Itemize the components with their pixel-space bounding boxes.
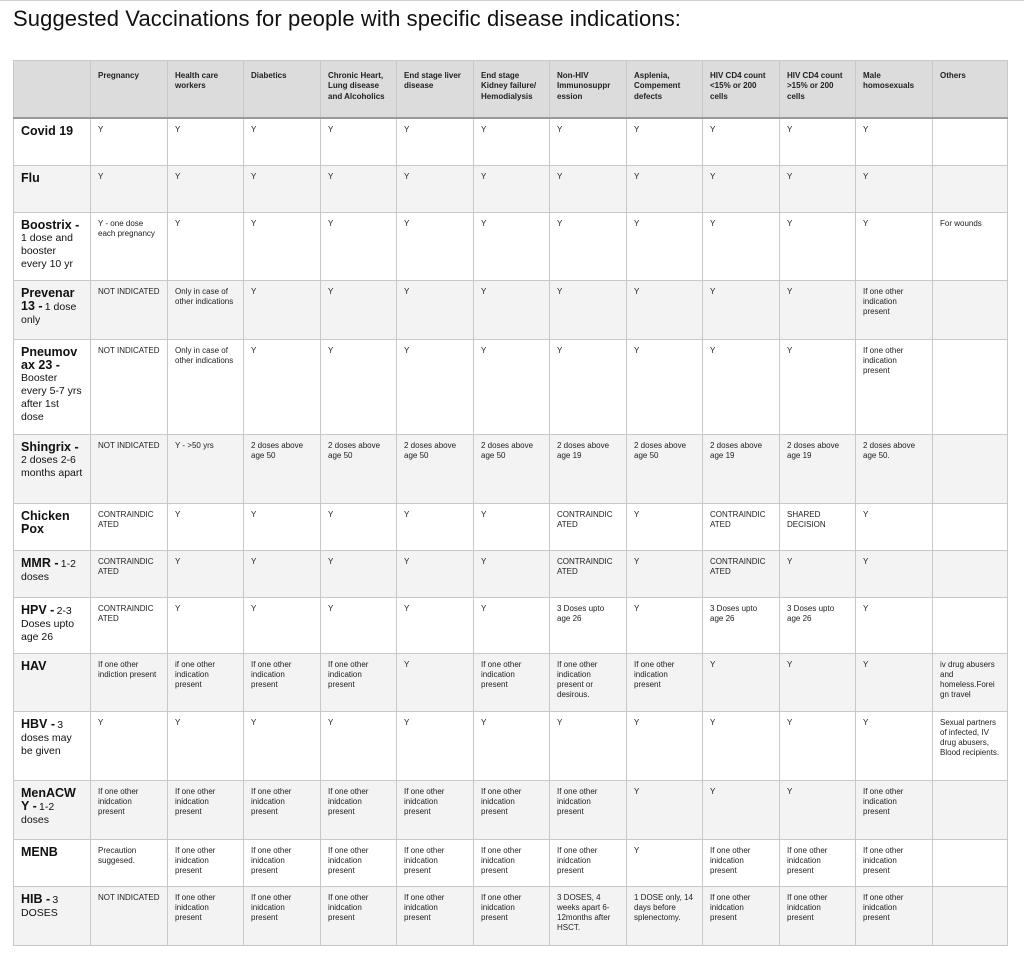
recommendation-cell: Y — [321, 550, 397, 597]
column-header: Pregnancy — [91, 61, 168, 119]
recommendation-cell: Y — [397, 339, 474, 434]
table-row — [14, 780, 1008, 839]
recommendation-cell: If one other inidcation present — [244, 839, 321, 886]
table-row — [14, 165, 1008, 212]
vaccine-dosing-note: 1-2 doses — [21, 800, 55, 826]
recommendation-cell: Y — [627, 118, 703, 165]
vaccine-name: Covid 19 — [21, 124, 74, 138]
recommendation-cell: If one other inidcation present — [397, 839, 474, 886]
recommendation-cell: If one other inidcation present — [91, 780, 168, 839]
recommendation-cell: Y — [474, 711, 550, 780]
vaccine-dosing-note: 1-2 doses — [21, 557, 76, 583]
table-row — [14, 550, 1008, 597]
recommendation-cell: iv drug abusers and homeless.Forei gn travel — [933, 653, 1008, 711]
column-header: Others — [933, 61, 1008, 119]
column-header: Chronic Heart, Lung disease and Alcoholics — [321, 61, 397, 119]
vaccine-name: HPV - — [21, 602, 55, 617]
recommendation-cell: Y — [397, 503, 474, 550]
recommendation-cell: If one other indication present or desirous. — [550, 653, 627, 711]
vaccine-name-cell — [14, 339, 91, 434]
recommendation-cell — [933, 780, 1008, 839]
vaccine-name-cell — [14, 280, 91, 339]
recommendation-cell: 2 doses above age 19 — [703, 434, 780, 503]
recommendation-cell: Y — [244, 503, 321, 550]
recommendation-cell: If one other inidcation present — [474, 780, 550, 839]
recommendation-cell: Y — [856, 165, 933, 212]
recommendation-cell: Y — [780, 280, 856, 339]
recommendation-cell: Y — [244, 212, 321, 280]
recommendation-cell: 2 doses above age 50 — [244, 434, 321, 503]
recommendation-cell: Y — [321, 165, 397, 212]
recommendation-cell — [933, 503, 1008, 550]
recommendation-cell: If one other inidcation present — [397, 780, 474, 839]
recommendation-cell: Y — [550, 118, 627, 165]
recommendation-cell: If one other indication present — [474, 653, 550, 711]
recommendation-cell: Y — [627, 339, 703, 434]
recommendation-cell: Y — [474, 550, 550, 597]
column-header: Non-HIV Immunosuppr ession — [550, 61, 627, 119]
recommendation-cell: 2 doses above age 50 — [321, 434, 397, 503]
vaccine-name-cell — [14, 503, 91, 550]
recommendation-cell: If one other inidcation present — [168, 780, 244, 839]
vaccine-name: Shingrix - — [21, 439, 79, 454]
recommendation-cell: If one other inidcation present — [856, 886, 933, 945]
recommendation-cell: If one other indication present — [627, 653, 703, 711]
table-row — [14, 886, 1008, 945]
recommendation-cell: If one other inidcation present — [397, 886, 474, 945]
recommendation-cell: Y — [856, 711, 933, 780]
vaccination-table — [13, 60, 1008, 946]
recommendation-cell: Y — [91, 118, 168, 165]
header-row — [14, 61, 1008, 119]
column-header: Health care workers — [168, 61, 244, 119]
recommendation-cell: 2 doses above age 50 — [474, 434, 550, 503]
recommendation-cell: CONTRAINDIC ATED — [91, 550, 168, 597]
recommendation-cell: If one other inidcation present — [550, 780, 627, 839]
vaccine-name-cell — [14, 165, 91, 212]
recommendation-cell: 2 doses above age 50 — [397, 434, 474, 503]
recommendation-cell: If one other indication present — [856, 780, 933, 839]
recommendation-cell: Y — [397, 711, 474, 780]
vaccine-name-cell — [14, 550, 91, 597]
recommendation-cell: Y — [627, 711, 703, 780]
recommendation-cell: CONTRAINDIC ATED — [703, 550, 780, 597]
recommendation-cell: Y — [856, 653, 933, 711]
recommendation-cell: NOT INDICATED — [91, 886, 168, 945]
recommendation-cell: Y — [91, 711, 168, 780]
recommendation-cell: Y — [474, 503, 550, 550]
recommendation-cell: Y — [91, 165, 168, 212]
table-row — [14, 212, 1008, 280]
recommendation-cell: NOT INDICATED — [91, 339, 168, 434]
recommendation-cell: Precaution suggesed. — [91, 839, 168, 886]
recommendation-cell: Y — [627, 165, 703, 212]
recommendation-cell: 3 DOSES, 4 weeks apart 6-12months after HSCT. — [550, 886, 627, 945]
vaccine-name: MENB — [21, 844, 58, 859]
recommendation-cell: 2 doses above age 19 — [780, 434, 856, 503]
vaccine-dosing-note: Booster every 5-7 yrs after 1st dose — [21, 372, 82, 424]
recommendation-cell: Y - >50 yrs — [168, 434, 244, 503]
recommendation-cell: Y — [550, 339, 627, 434]
recommendation-cell: Y — [780, 653, 856, 711]
column-header: HIV CD4 count <15% or 200 cells — [703, 61, 780, 119]
recommendation-cell: Y — [856, 550, 933, 597]
vaccine-dosing-note: 2 doses 2-6 months apart — [21, 453, 83, 479]
vaccine-dosing-note: 3 DOSES — [21, 893, 59, 919]
recommendation-cell: 3 Doses upto age 26 — [703, 597, 780, 653]
recommendation-cell: Y — [168, 165, 244, 212]
recommendation-cell: Y — [244, 339, 321, 434]
recommendation-cell — [933, 280, 1008, 339]
recommendation-cell: Y — [397, 550, 474, 597]
recommendation-cell: If one other inidcation present — [321, 886, 397, 945]
recommendation-cell: If one other inidcation present — [856, 839, 933, 886]
recommendation-cell: Y — [168, 118, 244, 165]
vaccine-name-cell — [14, 780, 91, 839]
recommendation-cell: Y — [550, 212, 627, 280]
table-body — [14, 118, 1008, 945]
table-row — [14, 339, 1008, 434]
recommendation-cell — [933, 550, 1008, 597]
recommendation-cell: Y — [244, 550, 321, 597]
column-header: HIV CD4 count >15% or 200 cells — [780, 61, 856, 119]
recommendation-cell: CONTRAINDIC ATED — [91, 597, 168, 653]
vaccine-name-cell — [14, 653, 91, 711]
recommendation-cell: Y — [856, 597, 933, 653]
recommendation-cell: Y — [168, 597, 244, 653]
vaccine-name: Prevenar 13 - — [21, 285, 75, 313]
recommendation-cell: Y — [703, 280, 780, 339]
recommendation-cell: Y — [474, 280, 550, 339]
recommendation-cell: Y — [627, 212, 703, 280]
recommendation-cell: Y — [780, 711, 856, 780]
table-row — [14, 653, 1008, 711]
recommendation-cell: Y — [627, 550, 703, 597]
recommendation-cell: NOT INDICATED — [91, 434, 168, 503]
recommendation-cell: Y — [474, 212, 550, 280]
recommendation-cell: if one other indication present — [168, 653, 244, 711]
table-row — [14, 280, 1008, 339]
recommendation-cell: Y — [397, 118, 474, 165]
recommendation-cell: Y — [168, 503, 244, 550]
page-title: Suggested Vaccinations for people with specific disease indications: — [13, 6, 682, 31]
vaccine-dosing-note: 1 dose and booster every 10 yr — [21, 231, 73, 270]
recommendation-cell: Y — [397, 597, 474, 653]
recommendation-cell: Y — [856, 503, 933, 550]
recommendation-cell: If one other inidcation present — [703, 886, 780, 945]
recommendation-cell: Y — [627, 503, 703, 550]
column-header: Diabetics — [244, 61, 321, 119]
vaccine-name: MenACW Y - — [21, 785, 76, 813]
recommendation-cell: Y — [703, 653, 780, 711]
recommendation-cell: Y — [627, 597, 703, 653]
recommendation-cell: If one other inidcation present — [550, 839, 627, 886]
recommendation-cell: Y — [397, 280, 474, 339]
recommendation-cell — [933, 597, 1008, 653]
column-header-vaccine — [14, 61, 91, 119]
recommendation-cell: Y — [703, 339, 780, 434]
vaccine-name-cell — [14, 711, 91, 780]
recommendation-cell: If one other inidcation present — [168, 839, 244, 886]
recommendation-cell: Only in case of other indications — [168, 339, 244, 434]
recommendation-cell: Y — [168, 212, 244, 280]
recommendation-cell: Y — [856, 118, 933, 165]
recommendation-cell: Y — [321, 280, 397, 339]
recommendation-cell: Y — [474, 597, 550, 653]
recommendation-cell: Y — [703, 212, 780, 280]
recommendation-cell: Y — [321, 339, 397, 434]
vaccine-name: Chicken Pox — [21, 508, 70, 536]
recommendation-cell: Y — [474, 339, 550, 434]
recommendation-cell: 3 Doses upto age 26 — [550, 597, 627, 653]
recommendation-cell: Y — [627, 839, 703, 886]
vaccine-dosing-note: 2-3 Doses upto age 26 — [21, 604, 75, 643]
recommendation-cell: CONTRAINDIC ATED — [91, 503, 168, 550]
table-row — [14, 839, 1008, 886]
recommendation-cell: Only in case of other indications — [168, 280, 244, 339]
recommendation-cell: Y — [550, 711, 627, 780]
recommendation-cell: If one other inidcation present — [321, 780, 397, 839]
recommendation-cell: Y — [780, 550, 856, 597]
vaccine-name: HIB - — [21, 891, 51, 906]
recommendation-cell: 2 doses above age 19 — [550, 434, 627, 503]
recommendation-cell: Y — [168, 550, 244, 597]
recommendation-cell — [933, 165, 1008, 212]
vaccine-name-cell — [14, 839, 91, 886]
recommendation-cell: Y — [780, 118, 856, 165]
vaccine-name: Boostrix - — [21, 217, 80, 232]
vaccine-dosing-note: 1 dose only — [21, 300, 77, 326]
recommendation-cell: Y — [703, 118, 780, 165]
vaccine-name: HAV — [21, 658, 47, 673]
recommendation-cell: Sexual partners of infected, IV drug abusers, Blood recipients. — [933, 711, 1008, 780]
recommendation-cell: If one other inidcation present — [244, 886, 321, 945]
recommendation-cell — [933, 839, 1008, 886]
recommendation-cell: For wounds — [933, 212, 1008, 280]
recommendation-cell: If one other indication present — [321, 653, 397, 711]
recommendation-cell: Y — [780, 165, 856, 212]
recommendation-cell: Y — [244, 597, 321, 653]
recommendation-cell: If one other indication present — [856, 339, 933, 434]
recommendation-cell: CONTRAINDIC ATED — [703, 503, 780, 550]
recommendation-cell: Y — [703, 780, 780, 839]
recommendation-cell: If one other inidcation present — [474, 886, 550, 945]
recommendation-cell: Y — [780, 212, 856, 280]
vaccine-name-cell — [14, 118, 91, 165]
recommendation-cell: If one other inidcation present — [780, 886, 856, 945]
recommendation-cell: If one other inidcation present — [474, 839, 550, 886]
recommendation-cell: NOT INDICATED — [91, 280, 168, 339]
column-header: Male homosexuals — [856, 61, 933, 119]
recommendation-cell: Y — [397, 165, 474, 212]
recommendation-cell: If one other indication present — [244, 653, 321, 711]
recommendation-cell: If one other indiction present — [91, 653, 168, 711]
recommendation-cell: Y - one dose each pregnancy — [91, 212, 168, 280]
recommendation-cell: Y — [474, 118, 550, 165]
recommendation-cell: Y — [780, 339, 856, 434]
table-row — [14, 434, 1008, 503]
recommendation-cell: Y — [703, 165, 780, 212]
recommendation-cell: Y — [550, 280, 627, 339]
vaccine-name: Flu — [21, 170, 40, 185]
recommendation-cell — [933, 118, 1008, 165]
recommendation-cell: Y — [474, 165, 550, 212]
table-row — [14, 118, 1008, 165]
recommendation-cell — [933, 886, 1008, 945]
recommendation-cell: Y — [856, 212, 933, 280]
table-row — [14, 503, 1008, 550]
recommendation-cell: Y — [321, 118, 397, 165]
vaccine-name-cell — [14, 212, 91, 280]
recommendation-cell: 1 DOSE only, 14 days before splenectomy. — [627, 886, 703, 945]
recommendation-cell: Y — [244, 280, 321, 339]
recommendation-cell: 3 Doses upto age 26 — [780, 597, 856, 653]
column-header: Asplenia, Compement defects — [627, 61, 703, 119]
recommendation-cell: Y — [780, 780, 856, 839]
vaccine-name: Pneumov ax 23 - — [21, 344, 78, 372]
recommendation-cell: Y — [244, 711, 321, 780]
recommendation-cell: If one other inidcation present — [168, 886, 244, 945]
recommendation-cell: Y — [321, 212, 397, 280]
recommendation-cell: Y — [168, 711, 244, 780]
recommendation-cell: CONTRAINDIC ATED — [550, 550, 627, 597]
recommendation-cell: If one other inidcation present — [244, 780, 321, 839]
recommendation-cell — [933, 339, 1008, 434]
vaccine-name-cell — [14, 434, 91, 503]
column-header: End stage liver disease — [397, 61, 474, 119]
recommendation-cell: If one other indication present — [856, 280, 933, 339]
recommendation-cell: Y — [627, 780, 703, 839]
recommendation-cell: 2 doses above age 50 — [627, 434, 703, 503]
recommendation-cell: SHARED DECISION — [780, 503, 856, 550]
recommendation-cell: Y — [397, 212, 474, 280]
recommendation-cell: If one other inidcation present — [321, 839, 397, 886]
vaccine-name: HBV - — [21, 716, 56, 731]
top-divider — [0, 0, 1024, 1]
table-row — [14, 711, 1008, 780]
recommendation-cell — [933, 434, 1008, 503]
column-header: End stage Kidney failure/ Hemodialysis — [474, 61, 550, 119]
recommendation-cell: 2 doses above age 50. — [856, 434, 933, 503]
vaccine-name: MMR - — [21, 555, 59, 570]
recommendation-cell: CONTRAINDIC ATED — [550, 503, 627, 550]
recommendation-cell: Y — [550, 165, 627, 212]
vaccine-name-cell — [14, 597, 91, 653]
recommendation-cell: If one other inidcation present — [703, 839, 780, 886]
recommendation-cell: Y — [244, 118, 321, 165]
recommendation-cell: Y — [397, 653, 474, 711]
recommendation-cell: Y — [321, 597, 397, 653]
vaccine-dosing-note: 3 doses may be given — [21, 718, 72, 757]
recommendation-cell: If one other inidcation present — [780, 839, 856, 886]
recommendation-cell: Y — [703, 711, 780, 780]
recommendation-cell: Y — [244, 165, 321, 212]
recommendation-cell: Y — [321, 503, 397, 550]
recommendation-cell: Y — [321, 711, 397, 780]
table-row — [14, 597, 1008, 653]
vaccine-name-cell — [14, 886, 91, 945]
recommendation-cell: Y — [627, 280, 703, 339]
